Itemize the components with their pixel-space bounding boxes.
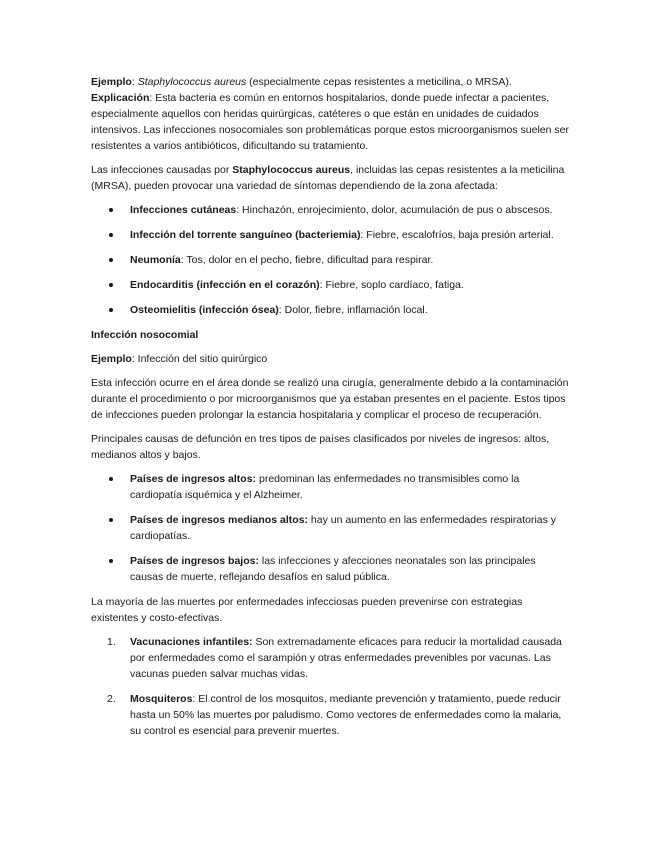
- list-item-term: Osteomielitis (infección ósea): [130, 304, 279, 316]
- list-item-text: : El control de los mosquitos, mediante prevención y tratamiento, puede reducir hasta un 50% las muertes por paludismo. Como vectores de enfermedades como la malaria, su control es esencial para prevenir muertes.: [130, 693, 562, 737]
- infections-lead-bold: Staphylococcus aureus: [232, 164, 351, 176]
- example-organism: Staphylococcus aureus: [137, 76, 247, 88]
- example-text: : Infección del sitio quirúrgico: [131, 353, 268, 365]
- document-content: [91, 74, 571, 748]
- numbered-item: [91, 691, 571, 739]
- nosocomial-example: [91, 351, 571, 367]
- list-item-text: Son extremadamente eficaces para reducir la mortalidad causada por enfermedades como el sarampión y otras enfermedades prevenibles por vacunas. Las vacunas pueden salvar muchas vidas.: [130, 636, 562, 680]
- deaths-list: [91, 471, 571, 585]
- list-item-term: Neumonía: [130, 254, 181, 266]
- list-item: [91, 512, 571, 544]
- list-item: [91, 302, 571, 318]
- list-item-term: Endocarditis (infección en el corazón): [130, 279, 320, 291]
- list-item: [91, 277, 571, 293]
- infections-lead-before: Las infecciones causadas por: [91, 164, 233, 176]
- list-item-term: Países de ingresos medianos altos:: [130, 514, 308, 526]
- list-item-text: : Fiebre, soplo cardíaco, fatiga.: [319, 279, 464, 291]
- list-item-term: Países de ingresos bajos:: [130, 555, 259, 567]
- list-item-text: predominan las enfermedades no transmisibles como la cardiopatía isquémica y el Alzheimer.: [130, 473, 520, 501]
- list-item-term: Mosquiteros: [130, 693, 193, 705]
- example-label: Ejemplo: [91, 76, 132, 88]
- intro-paragraph: Ejemplo: Staphylococcus aureus (especialmente cepas resistentes a meticilina, o MRSA). Explicación: Esta bacteria es común en entornos hospitalarios, donde puede infectar a pacientes, especialmente aquellos con heridas quirúrgicas, catéteres o que están en unidades de cuidados intensivos. Las infecciones nosocomiales son problemáticas porque estos microorganismos suelen ser resistentes a varios antibióticos, dificultando su tratamiento.: [91, 76, 569, 152]
- list-item-text: : Fiebre, escalofríos, baja presión arterial.: [360, 229, 554, 241]
- section-heading: Infección nosocomial: [91, 329, 199, 341]
- deaths-lead: Principales causas de defunción en tres tipos de países clasificados por niveles de ingresos: altos, medianos altos y bajos.: [91, 433, 550, 461]
- infections-lead-after: , incluidas las cepas resistentes a la meticilina (MRSA), pueden provocar una variedad de síntomas dependiendo de la zona afectada:: [91, 164, 565, 192]
- nosocomial-heading: [91, 327, 571, 343]
- list-item-text: las infecciones y afecciones neonatales son las principales causas de muerte, reflejando desafíos en salud pública.: [130, 555, 536, 583]
- list-item-term: Vacunaciones infantiles:: [130, 636, 253, 648]
- list-item-term: Infección del torrente sanguíneo (bacteriemia): [130, 229, 361, 241]
- list-item-text: hay un aumento en las enfermedades respiratorias y cardiopatías.: [130, 514, 557, 542]
- list-item: [91, 553, 571, 585]
- prevention-list: [91, 634, 571, 739]
- list-item-text: : Hinchazón, enrojecimiento, dolor, acumulación de pus o abscesos.: [236, 204, 553, 216]
- example-label: Ejemplo: [91, 353, 132, 365]
- nosocomial-paragraph: Esta infección ocurre en el área donde se realizó una cirugía, generalmente debido a la contaminación durante el procedimiento o por microorganismos que ya estaban presentes en el paciente. Estos tipos de infecciones pueden prolongar la estancia hospitalaria y complicar el proceso de recuperación.: [91, 377, 569, 421]
- infections-list: [91, 202, 571, 318]
- prevention-lead: La mayoría de las muertes por enfermedades infecciosas pueden prevenirse con estrategias existentes y costo-efectivas.: [91, 596, 523, 624]
- item-number: 1.: [107, 636, 116, 648]
- list-item: [91, 227, 571, 243]
- explanation-text: : Esta bacteria es común en entornos hospitalarios, donde puede infectar a pacientes, especialmente aquellos con heridas quirúrgicas, catéteres o que están en unidades de cuidados intensivos. Las infecciones nosocomiales son problemáticas porque estos microorganismos suelen ser resistentes a varios antibióticos, dificultando su tratamiento.: [91, 92, 569, 152]
- list-item: [91, 202, 571, 218]
- list-item: [91, 252, 571, 268]
- infections-lead: [91, 162, 571, 194]
- list-item-text: : Tos, dolor en el pecho, fiebre, dificultad para respirar.: [180, 254, 434, 266]
- numbered-item: [91, 634, 571, 682]
- list-item-term: Países de ingresos altos:: [130, 473, 257, 485]
- list-item-text: : Dolor, fiebre, inflamación local.: [278, 304, 428, 316]
- explanation-label: Explicación: [91, 92, 150, 104]
- list-item: [91, 471, 571, 503]
- example-rest: (especialmente cepas resistentes a meticilina, o MRSA).: [246, 76, 512, 88]
- item-number: 2.: [107, 693, 116, 705]
- list-item-term: Infecciones cutáneas: [130, 204, 237, 216]
